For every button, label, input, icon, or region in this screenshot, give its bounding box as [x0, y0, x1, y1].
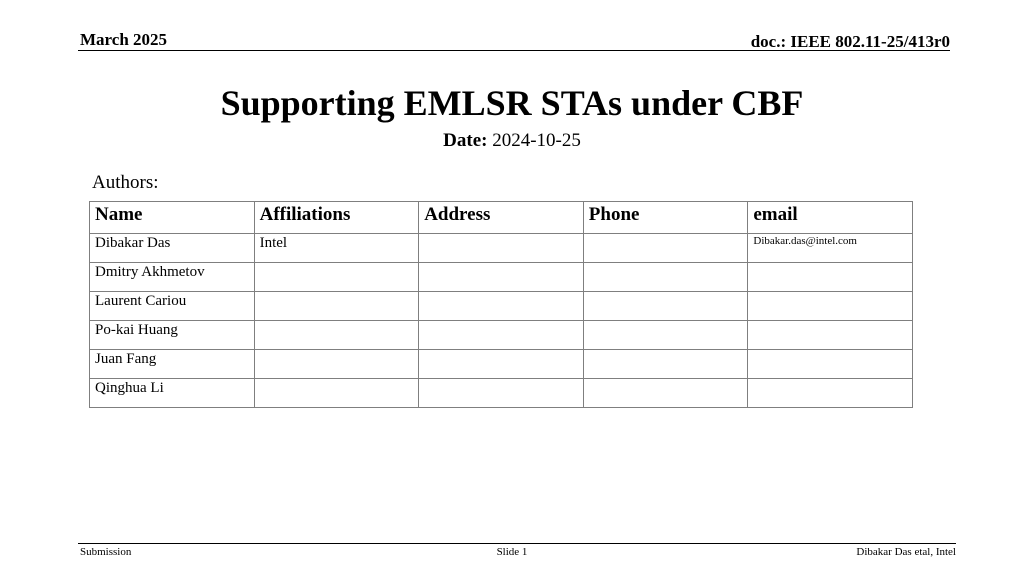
author-affiliation: [254, 321, 419, 350]
column-header-name: Name: [90, 202, 255, 234]
table-row: [90, 379, 913, 408]
author-address: [419, 263, 584, 292]
author-address: [419, 379, 584, 408]
author-phone: [583, 350, 748, 379]
column-header-phone: Phone: [583, 202, 748, 234]
date-value: 2024-10-25: [492, 130, 581, 151]
author-email: [748, 292, 913, 321]
author-phone: [583, 379, 748, 408]
authors-label: Authors:: [92, 172, 159, 193]
author-address: [419, 321, 584, 350]
author-affiliation: [254, 263, 419, 292]
author-phone: [583, 234, 748, 263]
author-name: Po-kai Huang: [90, 321, 255, 350]
author-affiliation: [254, 350, 419, 379]
author-name: Dmitry Akhmetov: [90, 263, 255, 292]
authors-table: [89, 201, 913, 408]
author-phone: [583, 292, 748, 321]
table-row: [90, 292, 913, 321]
author-affiliation: [254, 379, 419, 408]
author-phone: [583, 263, 748, 292]
author-email: [748, 379, 913, 408]
author-affiliation: [254, 292, 419, 321]
author-affiliation: Intel: [254, 234, 419, 263]
date-label: Date:: [443, 130, 488, 151]
footer-slide-number: Slide 1: [496, 546, 528, 558]
table-row: [90, 350, 913, 379]
author-phone: [583, 321, 748, 350]
header-divider: [78, 50, 950, 51]
author-name: Laurent Cariou: [90, 292, 255, 321]
author-address: [419, 350, 584, 379]
table-row: [90, 234, 913, 263]
header-date: March 2025: [80, 30, 168, 49]
author-address: [419, 292, 584, 321]
slide-title: Supporting EMLSR STAs under CBF: [220, 83, 804, 123]
column-header-address: Address: [419, 202, 584, 234]
author-name: Qinghua Li: [90, 379, 255, 408]
column-header-email: email: [748, 202, 913, 234]
column-header-affiliations: Affiliations: [254, 202, 419, 234]
table-row: [90, 321, 913, 350]
author-name: Dibakar Das: [90, 234, 255, 263]
author-email: [748, 321, 913, 350]
table-row: [90, 263, 913, 292]
author-email: [748, 350, 913, 379]
table-header-row: [90, 202, 913, 234]
header-doc-number: doc.: IEEE 802.11-25/413r0: [750, 32, 950, 51]
author-email: Dibakar.das@intel.com: [748, 234, 913, 263]
date-line: [0, 130, 1024, 152]
footer-divider: [78, 543, 956, 544]
author-address: [419, 234, 584, 263]
author-name: Juan Fang: [90, 350, 255, 379]
footer-submission: Submission: [80, 546, 132, 558]
author-email: [748, 263, 913, 292]
footer-authors: Dibakar Das etal, Intel: [856, 546, 956, 558]
